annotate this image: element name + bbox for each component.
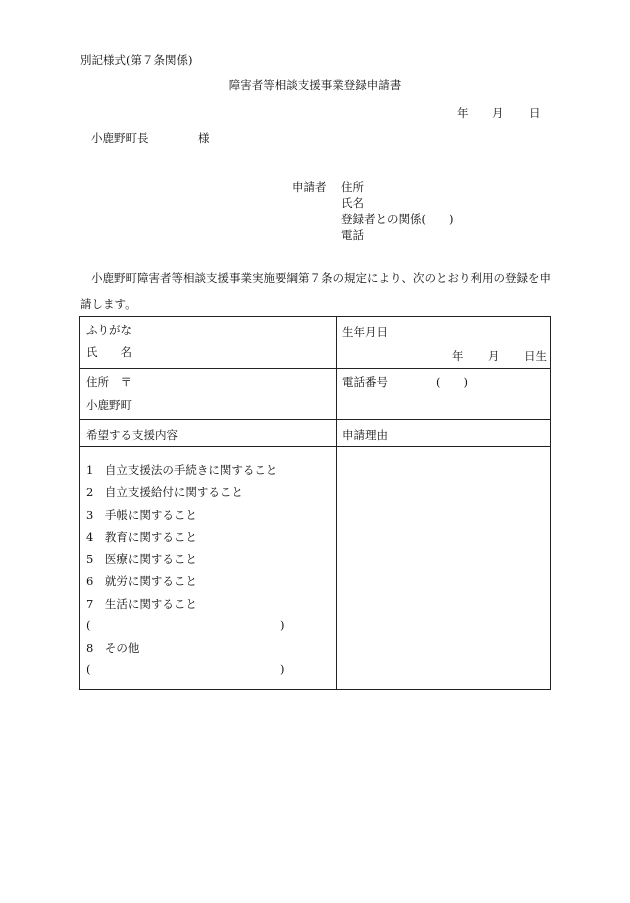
support-item-1: 1 自立支援法の手続きに関すること (86, 463, 278, 477)
birth-date-label: 生年月日 (342, 325, 388, 339)
support-item-2: 2 自立支援給付に関すること (86, 485, 243, 499)
intro-paragraph-line-2: 請します。 (80, 297, 137, 311)
phone-area-code-paren: ( ) (436, 375, 468, 389)
support-item-7: 7 生活に関すること (86, 597, 197, 611)
birth-year-label: 年 (452, 349, 464, 363)
table-row-divider (80, 368, 550, 369)
date-year-label: 年 (457, 106, 469, 120)
reason-header: 申請理由 (342, 428, 388, 442)
item-8-paren-close: ) (280, 662, 285, 676)
applicant-label: 申請者 (292, 180, 327, 194)
form-reference: 別記様式(第７条関係) (80, 53, 193, 67)
birth-day-suffix: 日生 (524, 349, 547, 363)
support-item-5: 5 医療に関すること (86, 552, 197, 566)
document-title: 障害者等相談支援事業登録申請書 (228, 78, 402, 92)
table-row-divider (80, 446, 550, 447)
applicant-relation-label: 登録者との関係( ) (341, 212, 454, 226)
application-form-table (79, 316, 551, 690)
item-7-paren-open: ( (86, 618, 91, 632)
furigana-label: ふりがな (86, 323, 132, 337)
applicant-name-label: 氏名 (341, 196, 364, 210)
date-month-label: 月 (492, 106, 504, 120)
address-label: 住所 〒 (86, 375, 132, 389)
item-8-paren-open: ( (86, 662, 91, 676)
support-content-header: 希望する支援内容 (86, 428, 178, 442)
support-item-4: 4 教育に関すること (86, 530, 197, 544)
applicant-phone-label: 電話 (341, 228, 364, 242)
addressee-honorific: 様 (198, 131, 210, 145)
intro-paragraph-line-1: 小鹿野町障害者等相談支援事業実施要綱第７条の規定により、次のとおり利用の登録を申 (91, 271, 551, 285)
date-day-label: 日 (529, 106, 541, 120)
name-label: 氏 名 (86, 345, 132, 359)
applicant-address-label: 住所 (341, 180, 364, 194)
birth-month-label: 月 (488, 349, 500, 363)
table-row-divider (80, 419, 550, 420)
support-item-6: 6 就労に関すること (86, 574, 197, 588)
item-7-paren-close: ) (280, 618, 285, 632)
addressee: 小鹿野町長 (91, 131, 149, 145)
phone-number-label: 電話番号 (342, 375, 388, 389)
town-name: 小鹿野町 (86, 398, 132, 412)
support-item-8: 8 その他 (86, 641, 140, 655)
table-column-divider (336, 317, 337, 689)
support-item-3: 3 手帳に関すること (86, 508, 197, 522)
